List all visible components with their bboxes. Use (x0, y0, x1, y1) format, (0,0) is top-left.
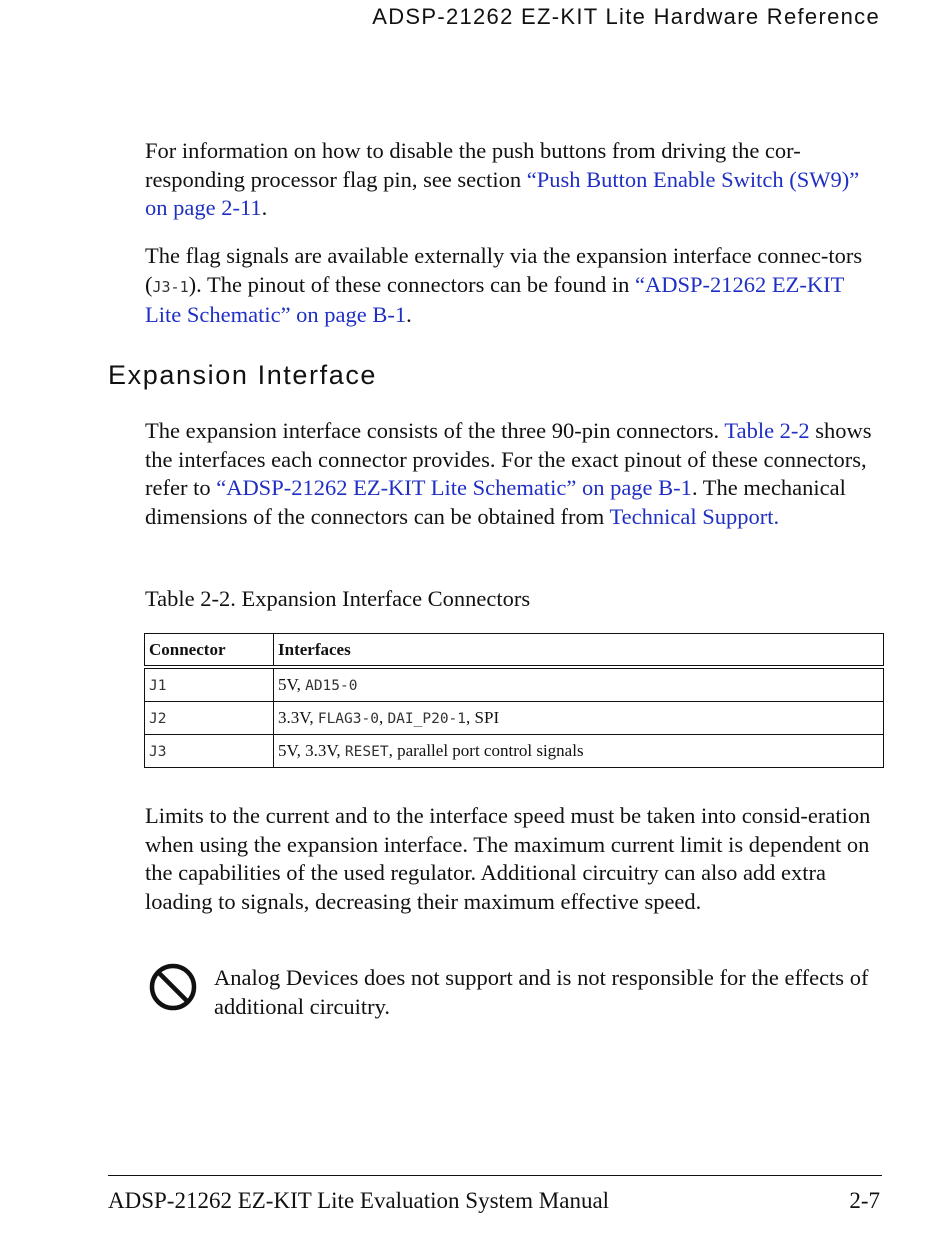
paragraph-text: ). The pinout of these connectors can be found in (188, 271, 635, 297)
cell-interfaces (274, 667, 884, 702)
column-header-interfaces: Interfaces (274, 634, 884, 668)
table-caption: Table 2-2. Expansion Interface Connectors (145, 586, 531, 611)
paragraph-end: . (261, 195, 268, 221)
caution-text: Analog Devices does not support and is not responsible for the effects of additional circuitry. (214, 965, 869, 1019)
paragraph-limits: Limits to the current and to the interface speed must be taken into consid-eration when using the expansion interface. The maximum current limit is dependent on the capabilities of the used regulator. Additional circuitry can also add extra loading to signals, decreasing their maximum effective speed. (145, 803, 871, 914)
interface-text: , (378, 708, 388, 727)
column-header-connector: Connector (145, 634, 274, 668)
table-row (145, 735, 884, 768)
interface-text: 3.3V, (278, 708, 318, 727)
caution-icon (148, 962, 198, 1012)
cell-connector (145, 735, 274, 768)
cell-connector (145, 667, 274, 702)
paragraph-text: shows the interfaces each connector provides. For the exact pinout of these connectors, refer to (145, 418, 872, 501)
cell-interfaces (274, 702, 884, 735)
interface-text: , parallel port control signals (388, 741, 584, 760)
link-table-2-2[interactable]: Table 2-2 (724, 418, 810, 443)
interface-text: , SPI (466, 708, 500, 727)
table-row (145, 667, 884, 702)
interface-text: 5V, (278, 675, 306, 694)
paragraph-flag-signals (145, 242, 885, 330)
paragraph-text: The expansion interface consists of the three 90-pin connectors. (145, 418, 725, 443)
interface-text: 5V, 3.3V, (278, 741, 345, 760)
footer-page-number: 2-7 (849, 1188, 880, 1213)
connector-code: J3 (149, 744, 167, 760)
link-schematic[interactable]: “ADSP-21262 EZ-KIT Lite Schematic” on page B-1 (216, 475, 692, 501)
paragraph-end: . (773, 503, 780, 529)
table-header-row (145, 634, 884, 668)
paragraph-text: . The mechanical dimensions of the connectors can be obtained from (145, 475, 846, 529)
signal-code: DAI_P20-1 (387, 711, 467, 727)
signal-code: RESET (344, 744, 389, 760)
paragraph-end: . (406, 302, 412, 328)
footer-manual-title: ADSP-21262 EZ-KIT Lite Evaluation System Manual (108, 1188, 610, 1213)
cell-interfaces (274, 735, 884, 768)
paragraph-text: The flag signals are available externally via the expansion interface connec-tors ( (145, 243, 863, 297)
paragraph-expansion-interface (145, 417, 885, 531)
signal-code: FLAG3-0 (317, 711, 379, 727)
signal-code: AD15-0 (305, 678, 358, 694)
paragraph-push-buttons (145, 137, 885, 223)
running-header: ADSP-21262 EZ-KIT Lite Hardware Reference (372, 4, 880, 29)
footer-rule (108, 1175, 882, 1176)
table-row (145, 702, 884, 735)
link-technical-support[interactable]: Technical Support (609, 503, 774, 529)
paragraph-text: For information on how to disable the push buttons from driving the cor-responding processor flag pin, see section (145, 138, 801, 192)
link-schematic[interactable]: “ADSP-21262 EZ-KIT Lite Schematic” on page B-1 (145, 271, 844, 328)
link-push-button-enable-switch[interactable]: “Push Button Enable Switch (SW9)” on page 2-11 (145, 166, 860, 221)
cell-connector (145, 702, 274, 735)
connector-code: J1 (149, 678, 167, 694)
connectors-table (144, 633, 884, 768)
section-heading: Expansion Interface (108, 360, 378, 390)
code-j3-1: J3-1 (152, 277, 189, 296)
connector-code: J2 (149, 711, 167, 727)
